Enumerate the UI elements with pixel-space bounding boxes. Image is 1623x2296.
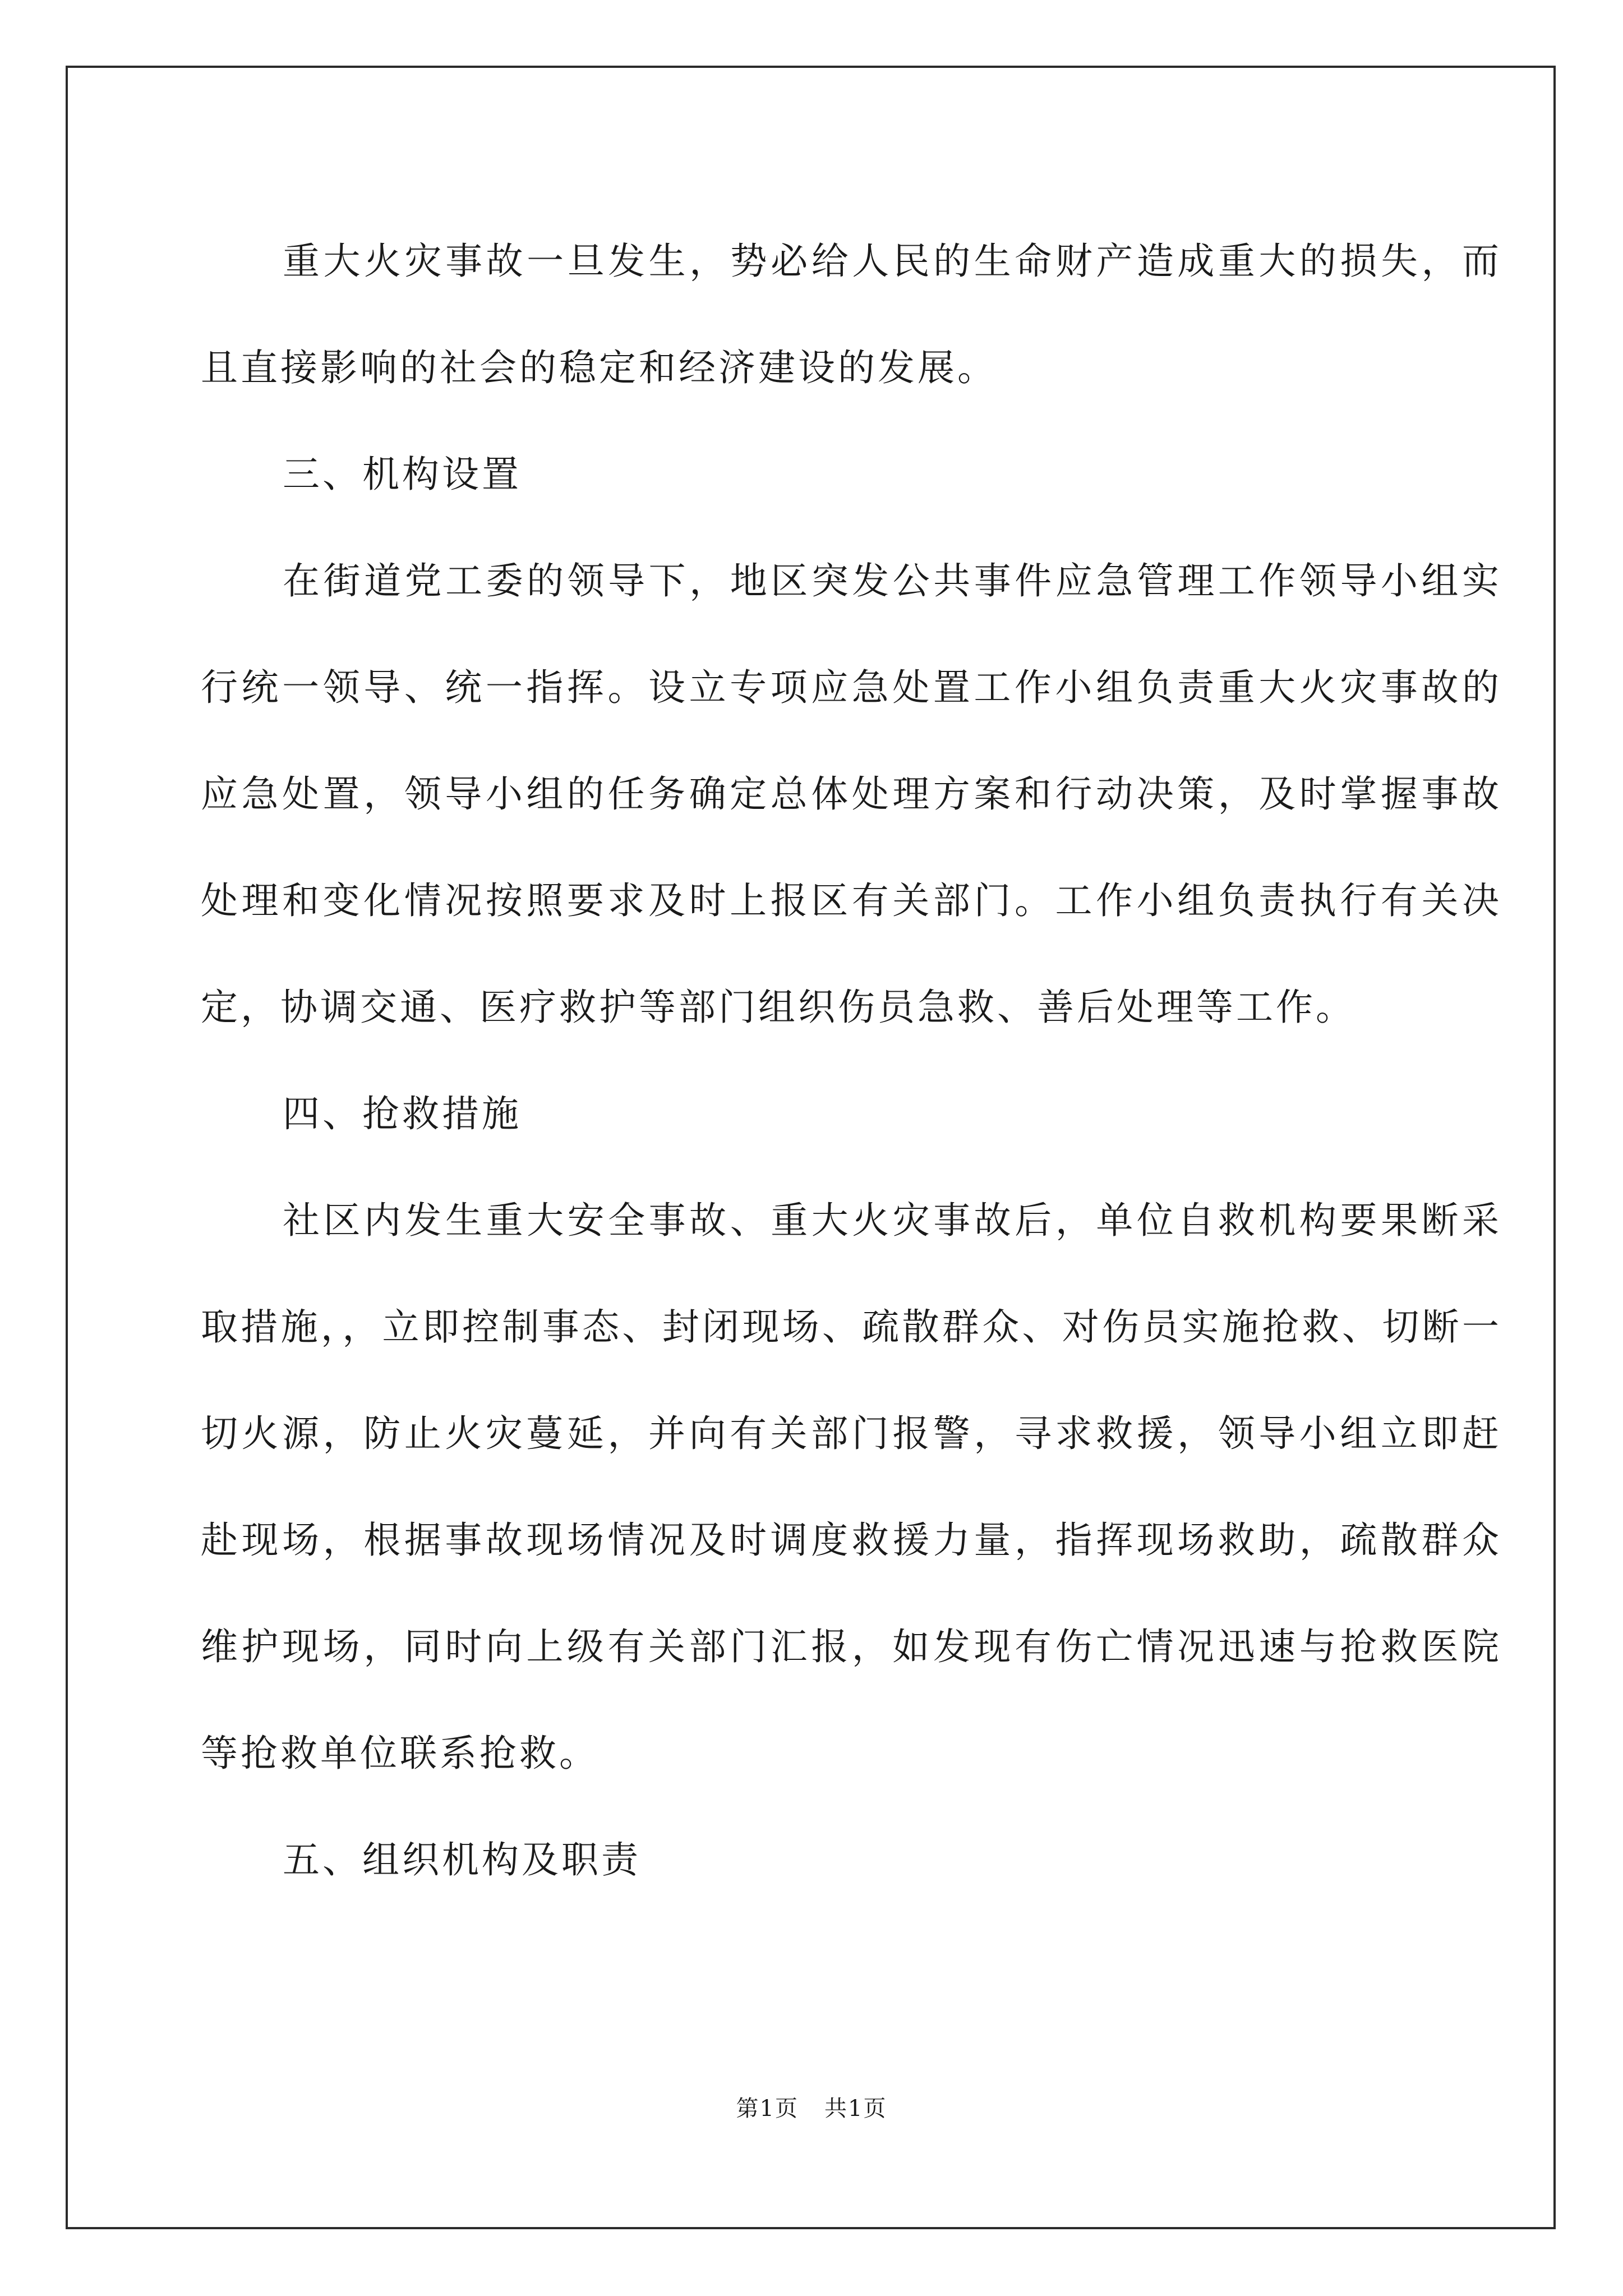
heading-rescue-measures: 四、抢救措施 — [283, 1092, 522, 1135]
paragraph-fire-consequences: 重大火灾事故一旦发生，势必给人民的生命财产造成重大的损失，而且直接影响的社会的稳定和经济建设的发展。 — [201, 240, 1502, 389]
page-footer — [0, 2093, 1623, 2124]
page-total: 共1页 — [824, 2096, 887, 2122]
page-number: 第1页 — [736, 2096, 799, 2122]
heading-organization-duties: 五、组织机构及职责 — [283, 1838, 641, 1881]
heading-organization-setup: 三、机构设置 — [283, 453, 522, 496]
paragraph-rescue-measures: 社区内发生重大安全事故、重大火灾事故后，单位自救机构要果断采取措施，，立即控制事态、封闭现场、疏散群众、对伤员实施抢救、切断一切火源，防止火灾蔓延，并向有关部门报警，寻求救援，领导小组立即赶赴现场，根据事故现场情况及时调度救援力量，指挥现场救助，疏散群众维护现场，同时向上级有关部门汇报，如发现有伤亡情况迅速与抢救医院等抢救单位联系抢救。 — [201, 1199, 1502, 1775]
paragraph-organization-setup: 在街道党工委的领导下，地区突发公共事件应急管理工作领导小组实行统一领导、统一指挥。设立专项应急处置工作小组负责重大火灾事故的应急处置，领导小组的任务确定总体处理方案和行动决策，及时掌握事故处理和变化情况按照要求及时上报区有关部门。工作小组负责执行有关决定，协调交通、医疗救护等部门组织伤员急救、善后处理等工作。 — [201, 559, 1502, 1029]
document-body — [201, 208, 1502, 1913]
